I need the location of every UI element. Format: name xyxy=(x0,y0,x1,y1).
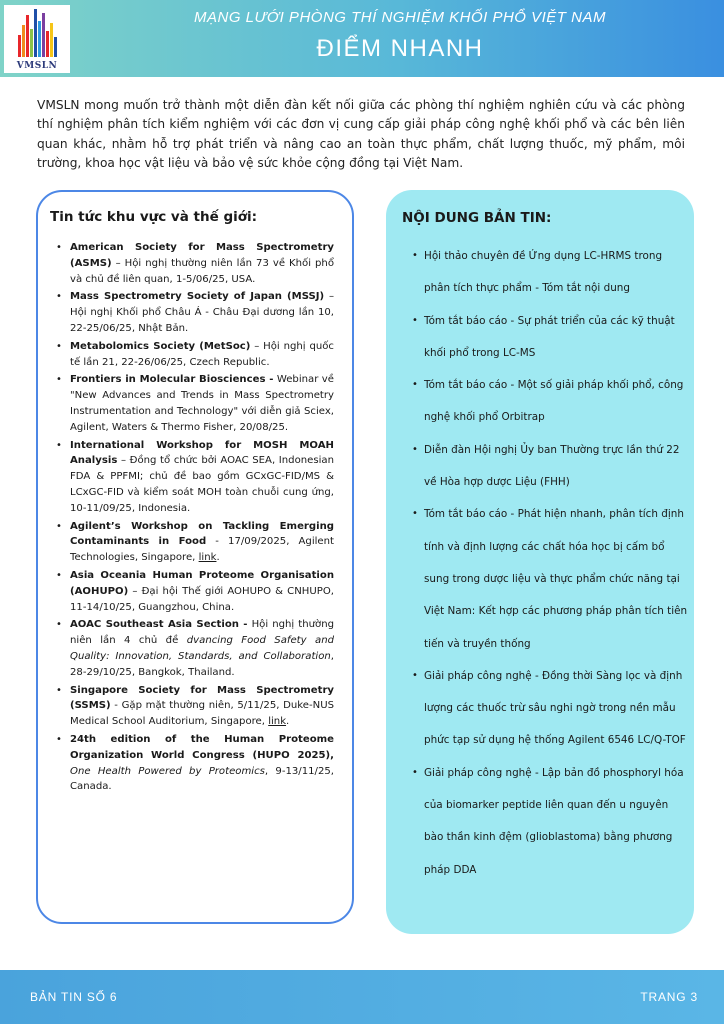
news-item xyxy=(52,683,334,730)
news-item xyxy=(52,289,334,336)
news-item xyxy=(52,732,334,795)
content-item-text: Tóm tắt báo cáo - Một số giải pháp khối phổ, công nghệ khối phổ Orbitrap xyxy=(424,379,684,424)
contents-panel xyxy=(386,190,694,934)
vmsln-logo xyxy=(4,5,70,73)
news-org: Frontiers in Molecular Biosciences - xyxy=(70,374,274,386)
bullet-icon: • xyxy=(56,684,62,696)
news-org: 24th edition of the Human Proteome Organization World Congress (HUPO 2025), xyxy=(70,733,334,761)
bullet-icon: • xyxy=(412,766,418,778)
issue-number: BẢN TIN SỐ 6 xyxy=(30,990,118,1004)
news-text-after: , 9-13/11/25, Canada. xyxy=(70,765,335,793)
news-org: Asia Oceania Human Proteome Organisation (AOHUPO) xyxy=(70,569,334,597)
news-list xyxy=(52,240,334,797)
content-item-text: Tóm tắt báo cáo - Sự phát triển của các kỹ thuật khối phổ trong LC-MS xyxy=(424,314,675,359)
bullet-icon: • xyxy=(56,439,62,451)
news-text: – Đồng tổ chức bởi AOAC SEA, Indonesian FDA & PPFMI; chủ đề bao gồm GCxGC-FID/MS & LCxGC-FID và kiểm soát MOH toàn chuỗi cung ứng, 10-11/09/25, Indonesia. xyxy=(70,455,334,514)
footer-bar xyxy=(0,970,724,1024)
news-org: Singapore Society for Mass Spectrometry (SSMS) xyxy=(70,684,334,712)
news-org: Agilent’s Workshop on Tackling Emerging Contaminants in Food xyxy=(70,520,334,548)
content-item-text: Hội thảo chuyên đề Ứng dụng LC-HRMS trong phân tích thực phẩm - Tóm tắt nội dung xyxy=(424,250,663,295)
news-italic-title: dvancing Food Safety and Quality: Innovation, Standards, and Collaboration xyxy=(70,635,335,662)
bullet-icon: • xyxy=(412,508,418,520)
page-title: ĐIỂM NHANH xyxy=(316,35,484,62)
news-text: – Hội nghị quốc tế lần 21, 22-26/06/25, Czech Republic. xyxy=(70,340,334,368)
contents-heading: NỘI DUNG BẢN TIN: xyxy=(402,210,552,226)
news-item xyxy=(52,568,334,615)
news-link[interactable]: link xyxy=(198,552,217,564)
network-name: MẠNG LƯỚI PHÒNG THÍ NGHIỆM KHỐI PHỔ VIỆT NAM xyxy=(194,9,606,26)
news-org: Metabolomics Society (MetSoc) xyxy=(70,340,251,352)
news-item xyxy=(52,617,334,680)
news-text: - 17/09/2025, Agilent Technologies, Singapore, xyxy=(70,536,334,564)
content-item xyxy=(406,660,690,757)
news-item xyxy=(52,240,334,287)
content-item-text: Giải pháp công nghệ - Lập bản đồ phosphoryl hóa của biomarker peptide liên quan đến u nguyên bào thần kinh đệm (glioblastoma) bằng phương pháp DDA xyxy=(424,766,684,876)
news-item xyxy=(52,339,334,371)
news-text: – Hội nghị thường niên lần 73 về Khối phổ và chủ đề liên quan, 1-5/06/25, USA. xyxy=(70,257,334,285)
intro-paragraph: VMSLN mong muốn trở thành một diễn đàn kết nối giữa các phòng thí nghiệm nghiên cứu và các phòng thí nghiệm phân tích kiểm nghiệm với các đơn vị cung cấp giải pháp công nghệ khối phổ và các bên liên quan khác, nhằm hỗ trợ phát triển và nâng cao an toàn thực phẩm, chất lượng thuốc, mỹ phẩm, môi trường, khoa học vật liệu và bảo vệ sức khỏe cộng đồng tại Việt Nam. xyxy=(37,98,685,171)
news-italic-title: One Health Powered by Proteomics xyxy=(70,765,265,777)
news-text: - Gặp mặt thường niên, 5/11/25, Duke-NUS Medical School Auditorium, Singapore, xyxy=(70,700,334,728)
content-item xyxy=(406,305,690,370)
content-item xyxy=(406,434,690,499)
news-panel xyxy=(36,190,354,924)
content-item xyxy=(406,369,690,434)
news-item xyxy=(52,372,334,435)
content-item-text: Diễn đàn Hội nghị Ủy ban Thường trực lần thứ 22 về Hòa hợp dược Liệu (FHH) xyxy=(424,443,680,489)
news-item xyxy=(52,519,334,566)
header-banner xyxy=(0,0,724,77)
bullet-icon: • xyxy=(56,733,62,745)
logo-bars-icon xyxy=(4,5,70,61)
news-org: AOAC Southeast Asia Section - xyxy=(70,619,248,631)
news-org: American Society for Mass Spectrometry (ASMS) xyxy=(70,242,334,269)
news-heading: Tin tức khu vực và thế giới: xyxy=(50,209,258,225)
page-number: TRANG 3 xyxy=(640,990,698,1004)
content-item-text: Tóm tắt báo cáo - Phát hiện nhanh, phân tích định tính và định lượng các chất hóa học bị cấm bổ sung trong dược liệu và thực phẩm chức năng tại Việt Nam: Kết hợp các phương pháp phân tích tiên tiến và truyền thống xyxy=(424,508,688,650)
bullet-icon: • xyxy=(56,520,62,532)
news-text: – Đại hội Thế giới AOHUPO & CNHUPO, 11-14/10/25, Guangzhou, China. xyxy=(70,585,334,613)
bullet-icon: • xyxy=(412,379,418,391)
bullet-icon: • xyxy=(56,374,62,386)
contents-list xyxy=(406,240,690,886)
news-org: Mass Spectrometry Society of Japan (MSSJ) xyxy=(70,291,325,303)
content-item-text: Giải pháp công nghệ - Đồng thời Sàng lọc và định lượng các thuốc trừ sâu nghi ngờ trong nền mẫu phức tạp sử dụng hệ thống Agilent 6546 LC/Q-TOF xyxy=(424,669,686,747)
news-text-after: , 28-29/10/25, Bangkok, Thailand. xyxy=(70,650,334,678)
news-org: International Workshop for MOSH MOAH Analysis xyxy=(70,439,334,467)
bullet-icon: • xyxy=(412,669,418,681)
bullet-icon: • xyxy=(412,314,418,326)
news-item xyxy=(52,438,334,517)
bullet-icon: • xyxy=(56,619,62,631)
bullet-icon: • xyxy=(412,443,418,455)
content-item xyxy=(406,240,690,305)
content-item xyxy=(406,757,690,886)
bullet-icon: • xyxy=(56,340,62,352)
logo-text: VMSLN xyxy=(16,61,58,71)
bullet-icon: • xyxy=(412,250,418,261)
news-text: – Hội nghị Khối phổ Châu Á - Châu Đại dương lần 10, 22-25/06/25, Nhật Bản. xyxy=(70,291,335,334)
news-text: Hội nghị thường niên lần 4 chủ đề xyxy=(70,619,334,647)
news-text-after: . xyxy=(286,716,290,728)
bullet-icon: • xyxy=(56,242,62,253)
content-item xyxy=(406,498,690,659)
news-link[interactable]: link xyxy=(268,716,287,728)
bullet-icon: • xyxy=(56,291,62,303)
news-text-after: . xyxy=(216,552,220,564)
news-text: Webinar về "New Advances and Trends in Mass Spectrometry Instrumentation and Technology" với diễn giả Sciex, Agilent, Waters & Thermo Fisher, 20/08/25. xyxy=(70,374,334,433)
bullet-icon: • xyxy=(56,569,62,581)
